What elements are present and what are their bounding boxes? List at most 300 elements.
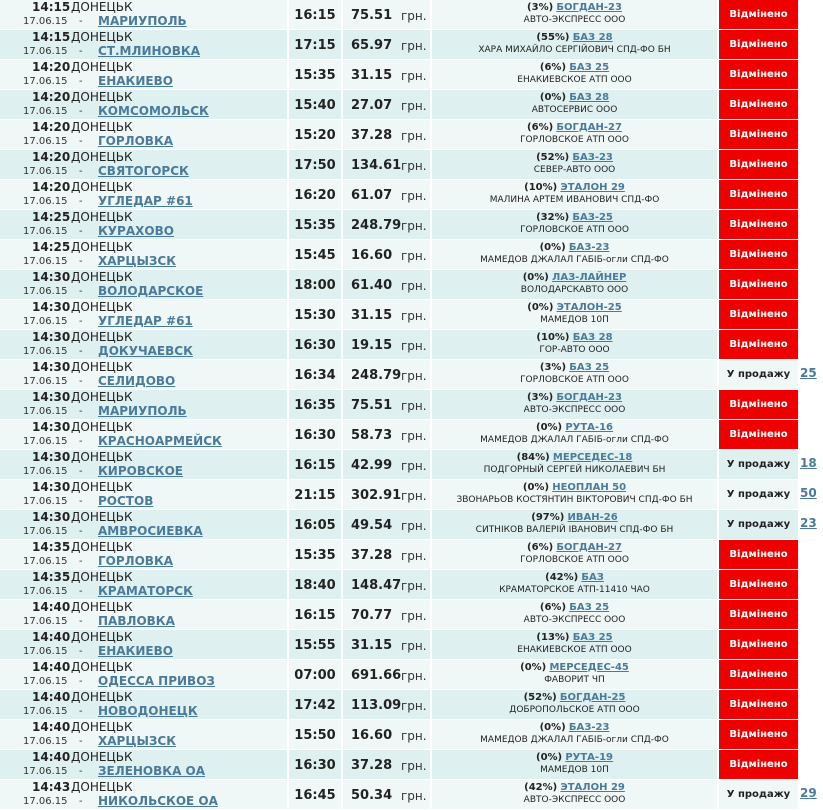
separator-dash: - <box>79 526 83 537</box>
table-row <box>0 120 823 150</box>
bus-info <box>432 272 717 284</box>
arrival-cell <box>289 420 342 449</box>
destination-link[interactable]: СВЯТОГОРСК <box>98 164 189 178</box>
carrier-name: ЗВОНАРЬОВ КОСТЯНТИН ВІКТОРОВИЧ СПД-ФО БН <box>456 495 693 505</box>
separator-dash: - <box>79 46 83 57</box>
status-cell <box>719 210 798 239</box>
seats-cell <box>798 750 823 779</box>
arrival-time: 16:20 <box>294 188 336 203</box>
arrival-cell <box>289 450 342 479</box>
currency-label: грн. <box>401 459 427 473</box>
bus-model-link[interactable]: ЭТАЛОН 29 <box>560 182 625 193</box>
departure-cell <box>0 690 288 719</box>
destination-link[interactable]: ГОРЛОВКА <box>98 554 174 568</box>
carrier-name: ГОРЛОВСКОЕ АТП ООО <box>520 225 629 235</box>
bus-model-link[interactable]: РУТА-19 <box>565 752 613 763</box>
arrival-cell <box>289 690 342 719</box>
bus-cell <box>432 690 718 719</box>
destination-link[interactable]: КОМСОМОЛЬСК <box>98 104 209 118</box>
occupancy-percent: (6%) <box>539 602 567 613</box>
status-cell <box>719 180 798 209</box>
departure-cell <box>0 780 288 809</box>
price-cell <box>343 690 431 719</box>
departure-city: ДОНЕЦЬК <box>71 570 133 584</box>
status-badge: Відмінено <box>719 750 798 779</box>
departure-city: ДОНЕЦЬК <box>71 240 133 254</box>
arrival-time: 18:40 <box>294 578 336 593</box>
departure-date: 17.06.15 <box>23 136 68 147</box>
bus-cell <box>432 780 718 809</box>
table-row <box>0 690 823 720</box>
price-cell <box>343 630 431 659</box>
bus-info <box>432 422 717 434</box>
departure-city: ДОНЕЦЬК <box>71 0 133 14</box>
price-cell <box>343 270 431 299</box>
price-value: 19.15 <box>351 338 393 353</box>
bus-model-link[interactable]: ЭТАЛОН 29 <box>560 782 625 793</box>
departure-date: 17.06.15 <box>23 46 68 57</box>
bus-info <box>432 182 717 194</box>
separator-dash: - <box>79 556 83 567</box>
separator-dash: - <box>79 766 83 777</box>
price-cell <box>343 150 431 179</box>
seats-cell <box>798 0 823 29</box>
departure-city: ДОНЕЦЬК <box>71 630 133 644</box>
destination-link[interactable]: МАРИУПОЛЬ <box>98 14 187 28</box>
currency-label: грн. <box>401 129 427 143</box>
occupancy-percent: (3%) <box>527 392 554 403</box>
arrival-time: 17:15 <box>294 38 336 53</box>
bus-cell <box>432 180 718 209</box>
seats-cell <box>798 240 823 269</box>
bus-info <box>432 542 717 554</box>
status-cell <box>719 420 798 449</box>
separator-dash: - <box>79 286 83 297</box>
occupancy-percent: (10%) <box>524 182 558 193</box>
destination-link[interactable]: МАРИУПОЛЬ <box>98 404 187 418</box>
seats-cell <box>798 210 823 239</box>
seats-cell <box>798 180 823 209</box>
status-badge: Відмінено <box>719 180 798 209</box>
bus-model-link[interactable]: БОГДАН-23 <box>556 2 622 13</box>
seats-available-link[interactable]: 29 <box>800 786 817 800</box>
status-cell <box>719 60 798 89</box>
seats-cell <box>798 690 823 719</box>
bus-cell <box>432 90 718 119</box>
bus-model-link[interactable]: БОГДАН-27 <box>556 542 622 553</box>
departure-time: 14:15 <box>32 0 71 14</box>
seats-cell <box>798 480 823 509</box>
status-cell <box>719 240 798 269</box>
arrival-cell <box>289 540 342 569</box>
price-cell <box>343 180 431 209</box>
departure-cell <box>0 30 288 59</box>
bus-info <box>432 752 717 764</box>
bus-model-link[interactable]: БАЗ 25 <box>569 362 610 373</box>
departure-cell <box>0 150 288 179</box>
departure-cell <box>0 330 288 359</box>
price-value: 58.73 <box>351 428 393 443</box>
carrier-name: АВТО-ЭКСПРЕСС ООО <box>523 15 626 25</box>
departure-city: ДОНЕЦЬК <box>71 480 133 494</box>
status-cell <box>719 630 798 659</box>
status-cell <box>719 120 798 149</box>
bus-info <box>432 512 717 524</box>
seats-cell <box>798 600 823 629</box>
currency-label: грн. <box>401 99 427 113</box>
departure-cell <box>0 300 288 329</box>
seats-available-link[interactable]: 23 <box>800 516 817 530</box>
table-row <box>0 570 823 600</box>
bus-cell <box>432 360 718 389</box>
bus-model-link[interactable]: БОГДАН-25 <box>559 692 626 703</box>
bus-model-link[interactable]: РУТА-16 <box>565 422 613 433</box>
price-value: 16.60 <box>351 728 393 743</box>
seats-cell <box>798 390 823 419</box>
occupancy-percent: (10%) <box>536 332 570 343</box>
carrier-name: ЕНАКИЕВСКОЕ АТП ООО <box>517 75 632 85</box>
bus-model-link[interactable]: МЕРСЕДЕС-45 <box>549 662 629 673</box>
arrival-time: 15:55 <box>294 638 336 653</box>
departure-date: 17.06.15 <box>23 16 68 27</box>
occupancy-percent: (0%) <box>520 662 547 673</box>
bus-cell <box>432 300 718 329</box>
departure-time: 14:35 <box>32 540 71 554</box>
seats-cell <box>798 300 823 329</box>
table-row <box>0 540 823 570</box>
bus-cell <box>432 420 718 449</box>
seats-cell <box>798 120 823 149</box>
destination-link[interactable]: ХАРЦЫЗСК <box>98 734 177 748</box>
table-row <box>0 390 823 420</box>
status-cell <box>719 300 798 329</box>
seats-available-link[interactable]: 25 <box>800 366 817 380</box>
departure-city: ДОНЕЦЬК <box>71 600 133 614</box>
bus-model-link[interactable]: БАЗ-25 <box>572 212 613 223</box>
seats-cell <box>798 630 823 659</box>
bus-model-link[interactable]: БАЗ 25 <box>569 62 610 73</box>
destination-link[interactable]: СТ.МЛИНОВКА <box>98 44 200 58</box>
bus-info <box>432 392 717 404</box>
destination-link[interactable]: РОСТОВ <box>98 494 154 508</box>
separator-dash: - <box>79 316 83 327</box>
carrier-name: МАМЕДОВ ДЖАЛАЛ ГАБІБ-огли СПД-ФО <box>480 435 669 445</box>
status-badge: Відмінено <box>719 660 798 689</box>
price-cell <box>343 240 431 269</box>
departure-time: 14:20 <box>32 180 71 194</box>
departure-time: 14:30 <box>32 450 71 464</box>
destination-link[interactable]: ЕНАКИЕВО <box>98 644 173 658</box>
bus-model-link[interactable]: БАЗ 28 <box>569 92 610 103</box>
destination-link[interactable]: ПАВЛОВКА <box>98 614 175 628</box>
table-row <box>0 300 823 330</box>
departure-date: 17.06.15 <box>23 736 68 747</box>
bus-model-link[interactable]: БАЗ-23 <box>568 242 610 253</box>
departure-cell <box>0 660 288 689</box>
occupancy-percent: (6%) <box>539 62 567 73</box>
arrival-cell <box>289 480 342 509</box>
table-row <box>0 420 823 450</box>
departure-date: 17.06.15 <box>23 496 68 507</box>
bus-model-link[interactable]: БАЗ 28 <box>572 32 613 43</box>
bus-info <box>432 242 717 254</box>
status-cell <box>719 600 798 629</box>
departure-time: 14:30 <box>32 360 71 374</box>
price-cell <box>343 390 431 419</box>
price-value: 75.51 <box>351 8 393 23</box>
carrier-name: МАМЕДОВ ДЖАЛАЛ ГАБІБ-огли СПД-ФО <box>480 735 669 745</box>
separator-dash: - <box>79 586 83 597</box>
price-value: 65.97 <box>351 38 393 53</box>
currency-label: грн. <box>401 489 427 503</box>
bus-model-link[interactable]: БАЗ 28 <box>572 332 613 343</box>
destination-link[interactable]: ЕНАКИЕВО <box>98 74 173 88</box>
bus-model-link[interactable]: ЛАЗ-ЛАЙНЕР <box>552 272 627 283</box>
destination-link[interactable]: УГЛЕДАР #61 <box>98 194 193 208</box>
destination-link[interactable]: ХАРЦЫЗСК <box>98 254 177 268</box>
arrival-time: 21:15 <box>294 488 336 503</box>
occupancy-percent: (52%) <box>523 692 557 703</box>
status-cell <box>719 270 798 299</box>
destination-link[interactable]: КРАМАТОРСК <box>98 584 193 598</box>
table-row <box>0 90 823 120</box>
departure-cell <box>0 240 288 269</box>
departure-city: ДОНЕЦЬК <box>71 210 133 224</box>
departure-date: 17.06.15 <box>23 436 68 447</box>
arrival-cell <box>289 630 342 659</box>
price-value: 70.77 <box>351 608 393 623</box>
departure-cell <box>0 510 288 539</box>
departure-cell <box>0 360 288 389</box>
occupancy-percent: (0%) <box>539 242 566 253</box>
bus-cell <box>432 60 718 89</box>
arrival-time: 16:34 <box>294 368 336 383</box>
bus-cell <box>432 570 718 599</box>
status-badge: У продажу <box>726 489 791 500</box>
departure-cell <box>0 480 288 509</box>
bus-cell <box>432 600 718 629</box>
seats-cell <box>798 360 823 389</box>
bus-info <box>432 632 717 644</box>
arrival-cell <box>289 570 342 599</box>
bus-cell <box>432 0 718 29</box>
price-cell <box>343 300 431 329</box>
price-cell <box>343 720 431 749</box>
seats-available-link[interactable]: 50 <box>800 486 817 500</box>
seats-cell <box>798 540 823 569</box>
departure-date: 17.06.15 <box>23 106 68 117</box>
bus-model-link[interactable]: БОГДАН-23 <box>556 392 622 403</box>
departure-city: ДОНЕЦЬК <box>71 450 133 464</box>
seats-cell <box>798 570 823 599</box>
separator-dash: - <box>79 796 83 807</box>
currency-label: грн. <box>401 39 427 53</box>
price-cell <box>343 60 431 89</box>
arrival-cell <box>289 60 342 89</box>
price-cell <box>343 210 431 239</box>
price-value: 27.07 <box>351 98 393 113</box>
currency-label: грн. <box>401 369 427 383</box>
currency-label: грн. <box>401 699 427 713</box>
bus-model-link[interactable]: БАЗ <box>581 572 604 583</box>
status-badge: Відмінено <box>719 30 798 59</box>
arrival-cell <box>289 750 342 779</box>
bus-model-link[interactable]: БАЗ-23 <box>568 722 610 733</box>
arrival-cell <box>289 660 342 689</box>
status-badge: Відмінено <box>719 690 798 719</box>
status-badge: Відмінено <box>719 300 798 329</box>
bus-model-link[interactable]: ИВАН-26 <box>567 512 618 523</box>
departure-date: 17.06.15 <box>23 796 68 807</box>
bus-info <box>432 32 717 44</box>
occupancy-percent: (6%) <box>527 122 554 133</box>
destination-link[interactable]: КИРОВСКОЕ <box>98 464 184 478</box>
arrival-time: 15:35 <box>294 68 336 83</box>
arrival-cell <box>289 330 342 359</box>
departure-date: 17.06.15 <box>23 616 68 627</box>
status-badge: Відмінено <box>719 570 798 599</box>
departure-time: 14:40 <box>32 600 71 614</box>
status-cell <box>719 30 798 59</box>
departure-time: 14:40 <box>32 660 71 674</box>
arrival-cell <box>289 120 342 149</box>
destination-link[interactable]: НИКОЛЬСКОЕ ОА <box>98 794 218 808</box>
arrival-time: 15:45 <box>294 248 336 263</box>
status-cell <box>719 450 798 479</box>
departure-date: 17.06.15 <box>23 166 68 177</box>
destination-link[interactable]: АМВРОСИЕВКА <box>98 524 203 538</box>
separator-dash: - <box>79 346 83 357</box>
departure-city: ДОНЕЦЬК <box>71 180 133 194</box>
bus-cell <box>432 210 718 239</box>
destination-link[interactable]: СЕЛИДОВО <box>98 374 176 388</box>
destination-link[interactable]: КУРАХОВО <box>98 224 174 238</box>
price-value: 37.28 <box>351 758 393 773</box>
separator-dash: - <box>79 106 83 117</box>
departure-date: 17.06.15 <box>23 346 68 357</box>
bus-model-link[interactable]: БОГДАН-27 <box>556 122 622 133</box>
occupancy-percent: (13%) <box>536 632 570 643</box>
departure-cell <box>0 630 288 659</box>
departure-city: ДОНЕЦЬК <box>71 540 133 554</box>
bus-model-link[interactable]: БАЗ 25 <box>572 632 613 643</box>
separator-dash: - <box>79 496 83 507</box>
price-value: 61.07 <box>351 188 393 203</box>
departure-city: ДОНЕЦЬК <box>71 330 133 344</box>
bus-info <box>432 572 717 584</box>
arrival-time: 17:42 <box>294 698 336 713</box>
departure-time: 14:15 <box>32 30 71 44</box>
status-badge: Відмінено <box>719 60 798 89</box>
destination-link[interactable]: ЗЕЛЕНОВКА ОА <box>98 764 206 778</box>
departure-time: 14:20 <box>32 120 71 134</box>
separator-dash: - <box>79 196 83 207</box>
departure-time: 14:30 <box>32 510 71 524</box>
separator-dash: - <box>79 466 83 477</box>
occupancy-percent: (55%) <box>536 32 570 43</box>
bus-model-link[interactable]: ЭТАЛОН-25 <box>556 302 622 313</box>
carrier-name: СЕВЕР-АВТО ООО <box>533 165 616 175</box>
departure-time: 14:40 <box>32 750 71 764</box>
occupancy-percent: (0%) <box>527 302 554 313</box>
currency-label: грн. <box>401 189 427 203</box>
bus-info <box>432 782 717 794</box>
status-cell <box>719 390 798 419</box>
departure-city: ДОНЕЦЬК <box>71 390 133 404</box>
price-cell <box>343 480 431 509</box>
table-row <box>0 30 823 60</box>
status-badge: У продажу <box>726 789 791 800</box>
status-badge: Відмінено <box>719 540 798 569</box>
bus-info <box>432 2 717 14</box>
status-badge: Відмінено <box>719 210 798 239</box>
carrier-name: ВОЛОДАРСКАВТО ООО <box>520 285 629 295</box>
bus-info <box>432 662 717 674</box>
arrival-time: 17:50 <box>294 158 336 173</box>
arrival-cell <box>289 270 342 299</box>
occupancy-percent: (42%) <box>545 572 579 583</box>
carrier-name: ЕНАКИЕВСКОЕ АТП ООО <box>517 645 632 655</box>
seats-cell <box>798 450 823 479</box>
status-badge: Відмінено <box>719 120 798 149</box>
arrival-time: 16:15 <box>294 458 336 473</box>
destination-link[interactable]: ВОЛОДАРСКОЕ <box>98 284 204 298</box>
separator-dash: - <box>79 256 83 267</box>
table-row <box>0 450 823 480</box>
destination-link[interactable]: ОДЕССА ПРИВОЗ <box>98 674 215 688</box>
seats-cell <box>798 270 823 299</box>
carrier-name: ГОРЛОВСКОЕ АТП ООО <box>520 555 629 565</box>
currency-label: грн. <box>401 219 427 233</box>
bus-model-link[interactable]: НЕОПЛАН 50 <box>552 482 627 493</box>
destination-link[interactable]: УГЛЕДАР #61 <box>98 314 193 328</box>
departure-cell <box>0 120 288 149</box>
status-cell <box>719 150 798 179</box>
bus-model-link[interactable]: БАЗ-23 <box>572 152 613 163</box>
bus-model-link[interactable]: МЕРСЕДЕС-18 <box>552 452 633 463</box>
seats-cell <box>798 420 823 449</box>
status-badge: Відмінено <box>719 0 798 29</box>
departure-city: ДОНЕЦЬК <box>71 660 133 674</box>
bus-cell <box>432 630 718 659</box>
currency-label: грн. <box>401 249 427 263</box>
departure-time: 14:35 <box>32 570 71 584</box>
carrier-name: МАЛИНА АРТЕМ ИВАНОВИЧ СПД-ФО <box>489 195 660 205</box>
separator-dash: - <box>79 226 83 237</box>
arrival-cell <box>289 600 342 629</box>
price-cell <box>343 510 431 539</box>
price-value: 16.60 <box>351 248 393 263</box>
status-cell <box>719 480 798 509</box>
occupancy-percent: (0%) <box>539 722 566 733</box>
arrival-time: 16:30 <box>294 428 336 443</box>
arrival-time: 16:15 <box>294 608 336 623</box>
destination-link[interactable]: ГОРЛОВКА <box>98 134 174 148</box>
table-row <box>0 360 823 390</box>
price-cell <box>343 120 431 149</box>
currency-label: грн. <box>401 309 427 323</box>
price-cell <box>343 750 431 779</box>
destination-link[interactable]: НОВОДОНЕЦК <box>98 704 198 718</box>
destination-link[interactable]: КРАСНОАРМЕЙСК <box>98 434 222 448</box>
seats-available-link[interactable]: 18 <box>800 456 817 470</box>
destination-link[interactable]: ДОКУЧАЕВСК <box>98 344 193 358</box>
price-value: 134.61 <box>351 158 402 173</box>
price-cell <box>343 420 431 449</box>
status-cell <box>719 540 798 569</box>
bus-model-link[interactable]: БАЗ 25 <box>569 602 610 613</box>
occupancy-percent: (52%) <box>536 152 570 163</box>
